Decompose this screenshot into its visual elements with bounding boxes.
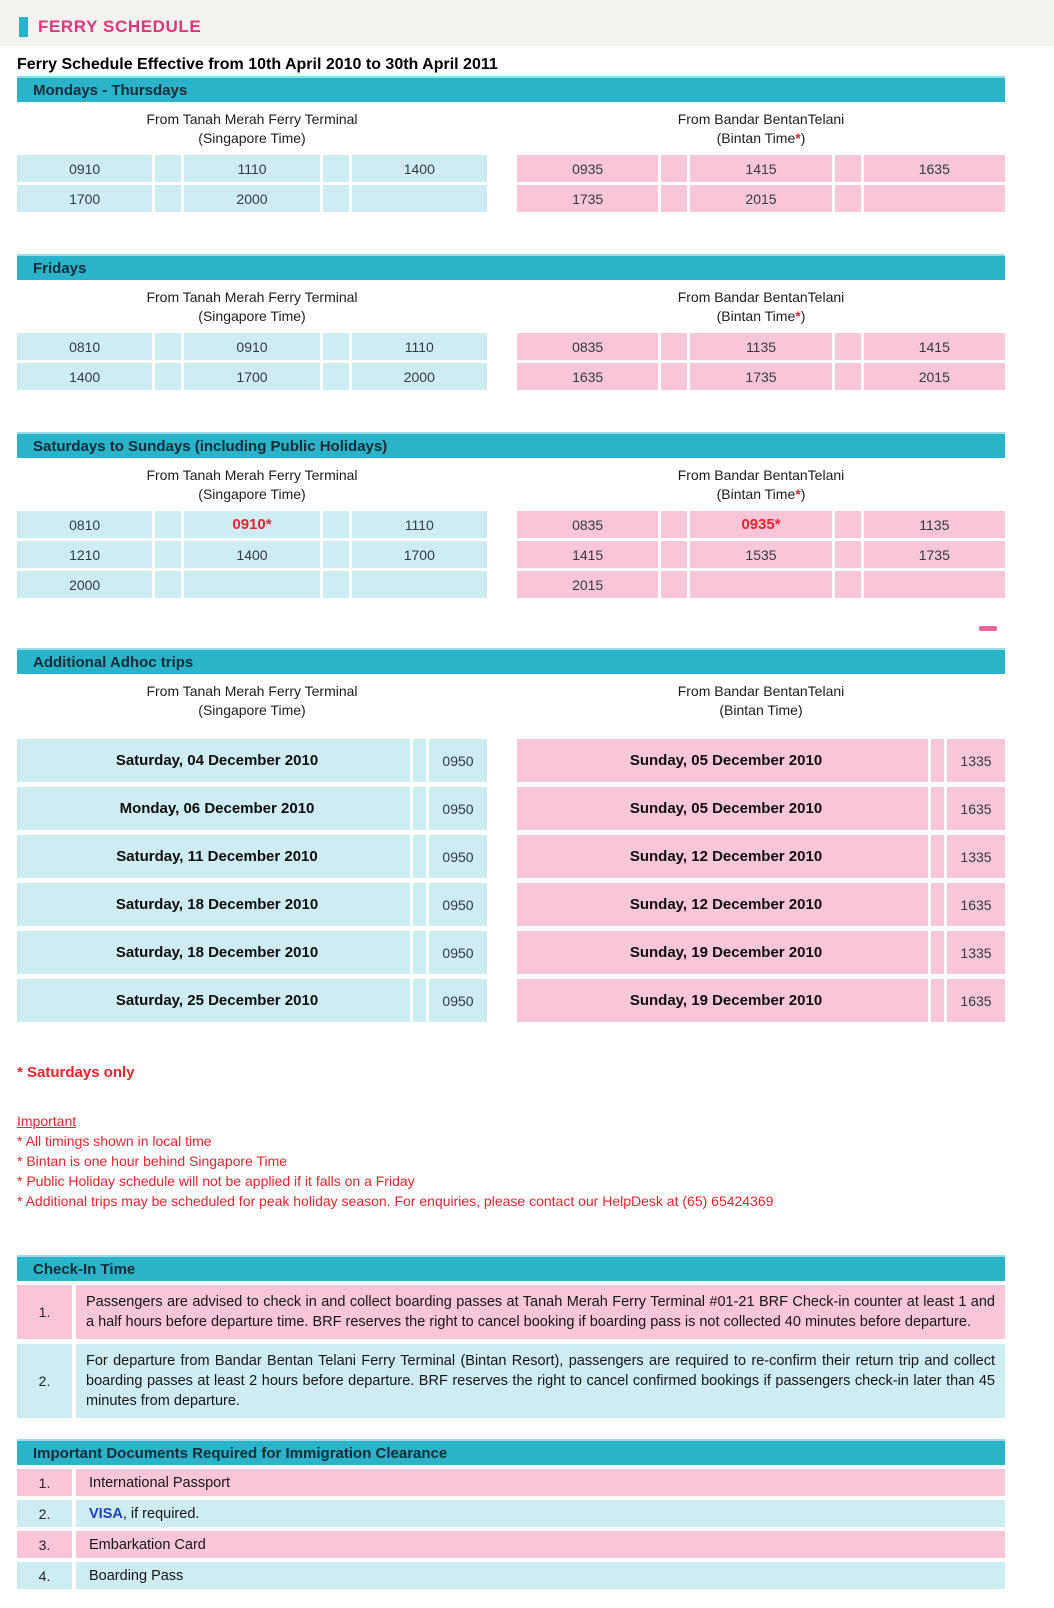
separator-cell (155, 333, 181, 360)
bandar-bentan-column (517, 458, 1005, 598)
separator-cell (661, 185, 687, 212)
item-number: 2. (17, 1500, 72, 1527)
document-text: VISA , if required. (76, 1500, 1005, 1527)
terminal-timezone: (Singapore Time) (198, 486, 306, 502)
time-cell: 1415 (517, 541, 658, 568)
terminal-header (517, 458, 1005, 511)
separator-cell (413, 787, 426, 830)
check-in-heading: Check-In Time (33, 1260, 136, 1278)
time-cell: 1735 (690, 363, 831, 390)
time-cell: 1700 (352, 541, 487, 568)
time-cell: 2015 (690, 185, 831, 212)
separator-cell (931, 787, 944, 830)
separator-cell (323, 541, 349, 568)
time-table (517, 333, 1005, 390)
separator-cell (413, 739, 426, 782)
check-in-section (17, 1255, 1005, 1418)
time-cell: 1110 (352, 511, 487, 538)
adhoc-date-cell: Sunday, 12 December 2010 (517, 835, 928, 878)
adhoc-time-cell: 1335 (947, 931, 1005, 974)
document-text: Embarkation Card (76, 1531, 1005, 1558)
terminal-timezone: (Bintan Time*) (716, 130, 806, 146)
item-number: 3. (17, 1531, 72, 1558)
terminal-header (517, 102, 1005, 155)
time-table (17, 155, 487, 212)
separator-cell (661, 333, 687, 360)
check-in-item (17, 1285, 1005, 1339)
separator-cell (155, 541, 181, 568)
time-cell: 1400 (17, 363, 152, 390)
adhoc-date-cell: Saturday, 18 December 2010 (17, 931, 410, 974)
terminal-name: From Bandar BentanTelani (677, 289, 845, 305)
time-cell (690, 571, 831, 598)
time-cell: 2000 (17, 571, 152, 598)
important-notes-title: Important (17, 1113, 77, 1129)
visa-link[interactable]: VISA (89, 1505, 123, 1522)
adhoc-date-cell: Saturday, 11 December 2010 (17, 835, 410, 878)
effective-date-heading: Ferry Schedule Effective from 10th April 2010 to 30th April 2011 (17, 56, 498, 73)
documents-section (17, 1439, 1005, 1589)
section-heading: Saturdays to Sundays (including Public Holidays) (33, 437, 388, 455)
time-table (17, 511, 487, 598)
ferry-schedule-content (17, 56, 1005, 1589)
check-in-heading-bar (17, 1255, 1005, 1281)
item-number: 1. (17, 1469, 72, 1496)
terminal-timezone: (Singapore Time) (198, 702, 306, 718)
time-cell: 0810 (17, 333, 152, 360)
time-cell: 0835 (517, 511, 658, 538)
separator-cell (931, 979, 944, 1022)
schedule-section-3 (17, 432, 1005, 598)
separator-cell (661, 571, 687, 598)
separator-cell (835, 571, 861, 598)
terminal-columns (17, 458, 1005, 598)
terminal-columns (17, 102, 1005, 212)
time-cell: 1400 (184, 541, 319, 568)
separator-cell (413, 883, 426, 926)
separator-cell (931, 835, 944, 878)
tanah-merah-column (17, 280, 487, 390)
separator-cell (155, 363, 181, 390)
adhoc-date-cell: Sunday, 05 December 2010 (517, 787, 928, 830)
section-heading-bar (17, 254, 1005, 280)
saturdays-only-note: * Saturdays only (17, 1064, 135, 1081)
title-bullet-icon (19, 17, 28, 37)
check-in-item (17, 1344, 1005, 1418)
bandar-bentan-column (517, 280, 1005, 390)
time-cell: 1415 (864, 333, 1005, 360)
schedule-sections (17, 76, 1005, 598)
adhoc-date-cell: Sunday, 12 December 2010 (517, 883, 928, 926)
adhoc-table (17, 739, 487, 1022)
saturdays-only-asterisk: * (795, 130, 801, 146)
saturdays-only-asterisk: * (795, 486, 801, 502)
terminal-name: From Tanah Merah Ferry Terminal (146, 683, 358, 699)
separator-cell (413, 835, 426, 878)
terminal-header (517, 280, 1005, 333)
separator-cell (835, 363, 861, 390)
adhoc-time-cell: 1335 (947, 739, 1005, 782)
terminal-timezone: (Bintan Time*) (716, 486, 806, 502)
adhoc-section (17, 648, 1005, 1022)
terminal-timezone: (Singapore Time) (198, 130, 306, 146)
terminal-header (17, 102, 487, 155)
adhoc-time-cell: 0950 (429, 739, 487, 782)
time-cell: 0935* (690, 511, 831, 538)
schedule-section-2 (17, 254, 1005, 390)
time-cell: 1110 (352, 333, 487, 360)
time-cell: 1535 (690, 541, 831, 568)
terminal-header (17, 674, 487, 727)
adhoc-time-cell: 1635 (947, 979, 1005, 1022)
time-cell: 1400 (352, 155, 487, 182)
time-cell: 1700 (17, 185, 152, 212)
time-cell: 1635 (864, 155, 1005, 182)
time-cell (864, 185, 1005, 212)
time-cell: 1635 (517, 363, 658, 390)
tanah-merah-column (17, 674, 487, 1022)
time-cell: 0835 (517, 333, 658, 360)
item-number: 4. (17, 1562, 72, 1589)
section-heading: Fridays (33, 259, 87, 277)
terminal-timezone: (Singapore Time) (198, 308, 306, 324)
important-notes (17, 1111, 1005, 1211)
adhoc-date-cell: Sunday, 05 December 2010 (517, 739, 928, 782)
adhoc-time-cell: 0950 (429, 979, 487, 1022)
tanah-merah-column (17, 102, 487, 212)
time-table (517, 511, 1005, 598)
separator-cell (413, 931, 426, 974)
schedule-section-1 (17, 76, 1005, 212)
separator-cell (931, 739, 944, 782)
check-in-text: For departure from Bandar Bentan Telani Ferry Terminal (Bintan Resort), passengers are required to re-confirm their return trip and collect boarding passes at least 2 hours before departure. BRF reserves the right to cancel confirmed bookings if passengers check-in later than 45 minutes from departure. (76, 1344, 1005, 1418)
page-header-band (0, 0, 1054, 46)
time-cell (352, 571, 487, 598)
adhoc-heading-bar (17, 648, 1005, 674)
time-cell: 0910 (184, 333, 319, 360)
separator-cell (835, 541, 861, 568)
important-note-line: * Bintan is one hour behind Singapore Time (17, 1153, 288, 1169)
section-heading: Mondays - Thursdays (33, 81, 188, 99)
adhoc-date-cell: Monday, 06 December 2010 (17, 787, 410, 830)
terminal-name: From Bandar BentanTelani (677, 467, 845, 483)
separator-cell (661, 363, 687, 390)
item-number: 2. (17, 1344, 72, 1418)
terminal-timezone: (Bintan Time*) (716, 308, 806, 324)
time-cell: 1735 (864, 541, 1005, 568)
adhoc-time-cell: 0950 (429, 931, 487, 974)
adhoc-date-cell: Sunday, 19 December 2010 (517, 979, 928, 1022)
separator-cell (835, 333, 861, 360)
terminal-header (17, 458, 487, 511)
adhoc-time-cell: 1635 (947, 883, 1005, 926)
terminal-name: From Bandar BentanTelani (677, 111, 845, 127)
adhoc-time-cell: 0950 (429, 883, 487, 926)
separator-cell (155, 571, 181, 598)
time-cell: 0910* (184, 511, 319, 538)
separator-cell (155, 155, 181, 182)
document-item (17, 1531, 1005, 1558)
important-note-line: * Public Holiday schedule will not be applied if it falls on a Friday (17, 1173, 415, 1189)
tanah-merah-column (17, 458, 487, 598)
time-cell: 0910 (17, 155, 152, 182)
separator-cell (155, 511, 181, 538)
item-number: 1. (17, 1285, 72, 1339)
time-cell: 2015 (864, 363, 1005, 390)
page-title: FERRY SCHEDULE (38, 17, 202, 36)
time-cell (184, 571, 319, 598)
time-cell: 1415 (690, 155, 831, 182)
time-cell: 1135 (690, 333, 831, 360)
time-cell: 1735 (517, 185, 658, 212)
separator-cell (661, 541, 687, 568)
separator-cell (835, 155, 861, 182)
terminal-timezone: (Bintan Time) (719, 702, 803, 718)
separator-cell (323, 571, 349, 598)
document-text: International Passport (76, 1469, 1005, 1496)
important-note-line: * Additional trips may be scheduled for peak holiday season. For enquiries, please contact our HelpDesk at (65) 65424369 (17, 1193, 774, 1209)
separator-cell (413, 979, 426, 1022)
time-cell: 2000 (184, 185, 319, 212)
bandar-bentan-column (517, 674, 1005, 1022)
adhoc-heading: Additional Adhoc trips (33, 653, 194, 671)
separator-cell (835, 511, 861, 538)
document-item (17, 1500, 1005, 1527)
time-cell: 1135 (864, 511, 1005, 538)
time-cell (864, 571, 1005, 598)
time-table (17, 333, 487, 390)
separator-cell (661, 511, 687, 538)
separator-cell (323, 511, 349, 538)
time-cell: 1210 (17, 541, 152, 568)
time-cell (352, 185, 487, 212)
separator-cell (931, 883, 944, 926)
separator-cell (323, 333, 349, 360)
documents-rows (17, 1469, 1005, 1589)
pink-scan-artifact (979, 626, 997, 631)
important-note-line: * All timings shown in local time (17, 1133, 212, 1149)
saturdays-only-asterisk: * (795, 308, 801, 324)
separator-cell (155, 185, 181, 212)
time-cell: 2015 (517, 571, 658, 598)
bandar-bentan-column (517, 102, 1005, 212)
adhoc-time-cell: 1635 (947, 787, 1005, 830)
terminal-header (517, 674, 1005, 727)
separator-cell (835, 185, 861, 212)
separator-cell (323, 155, 349, 182)
adhoc-columns (17, 674, 1005, 1022)
adhoc-table (517, 739, 1005, 1022)
check-in-text: Passengers are advised to check in and collect boarding passes at Tanah Merah Ferry Terminal #01-21 BRF Check-in counter at least 1 and a half hours before departure time. BRF reserves the right to cancel booking if boarding pass is not collected 40 minutes before departure. (76, 1285, 1005, 1339)
time-cell: 0810 (17, 511, 152, 538)
document-item (17, 1562, 1005, 1589)
adhoc-time-cell: 0950 (429, 835, 487, 878)
adhoc-date-cell: Saturday, 04 December 2010 (17, 739, 410, 782)
terminal-name: From Tanah Merah Ferry Terminal (146, 111, 358, 127)
terminal-name: From Bandar BentanTelani (677, 683, 845, 699)
terminal-columns (17, 280, 1005, 390)
adhoc-time-cell: 0950 (429, 787, 487, 830)
separator-cell (323, 363, 349, 390)
section-heading-bar (17, 76, 1005, 102)
section-heading-bar (17, 432, 1005, 458)
adhoc-date-cell: Saturday, 25 December 2010 (17, 979, 410, 1022)
time-cell: 0935 (517, 155, 658, 182)
time-table (517, 155, 1005, 212)
separator-cell (931, 931, 944, 974)
adhoc-date-cell: Sunday, 19 December 2010 (517, 931, 928, 974)
separator-cell (323, 185, 349, 212)
terminal-name: From Tanah Merah Ferry Terminal (146, 289, 358, 305)
document-text: Boarding Pass (76, 1562, 1005, 1589)
terminal-name: From Tanah Merah Ferry Terminal (146, 467, 358, 483)
adhoc-time-cell: 1335 (947, 835, 1005, 878)
check-in-rows (17, 1285, 1005, 1418)
document-item (17, 1469, 1005, 1496)
time-cell: 2000 (352, 363, 487, 390)
documents-heading-bar (17, 1439, 1005, 1465)
separator-cell (661, 155, 687, 182)
important-notes-list (17, 1131, 1005, 1211)
time-cell: 1110 (184, 155, 319, 182)
terminal-header (17, 280, 487, 333)
documents-heading: Important Documents Required for Immigration Clearance (33, 1444, 448, 1462)
time-cell: 1700 (184, 363, 319, 390)
adhoc-date-cell: Saturday, 18 December 2010 (17, 883, 410, 926)
